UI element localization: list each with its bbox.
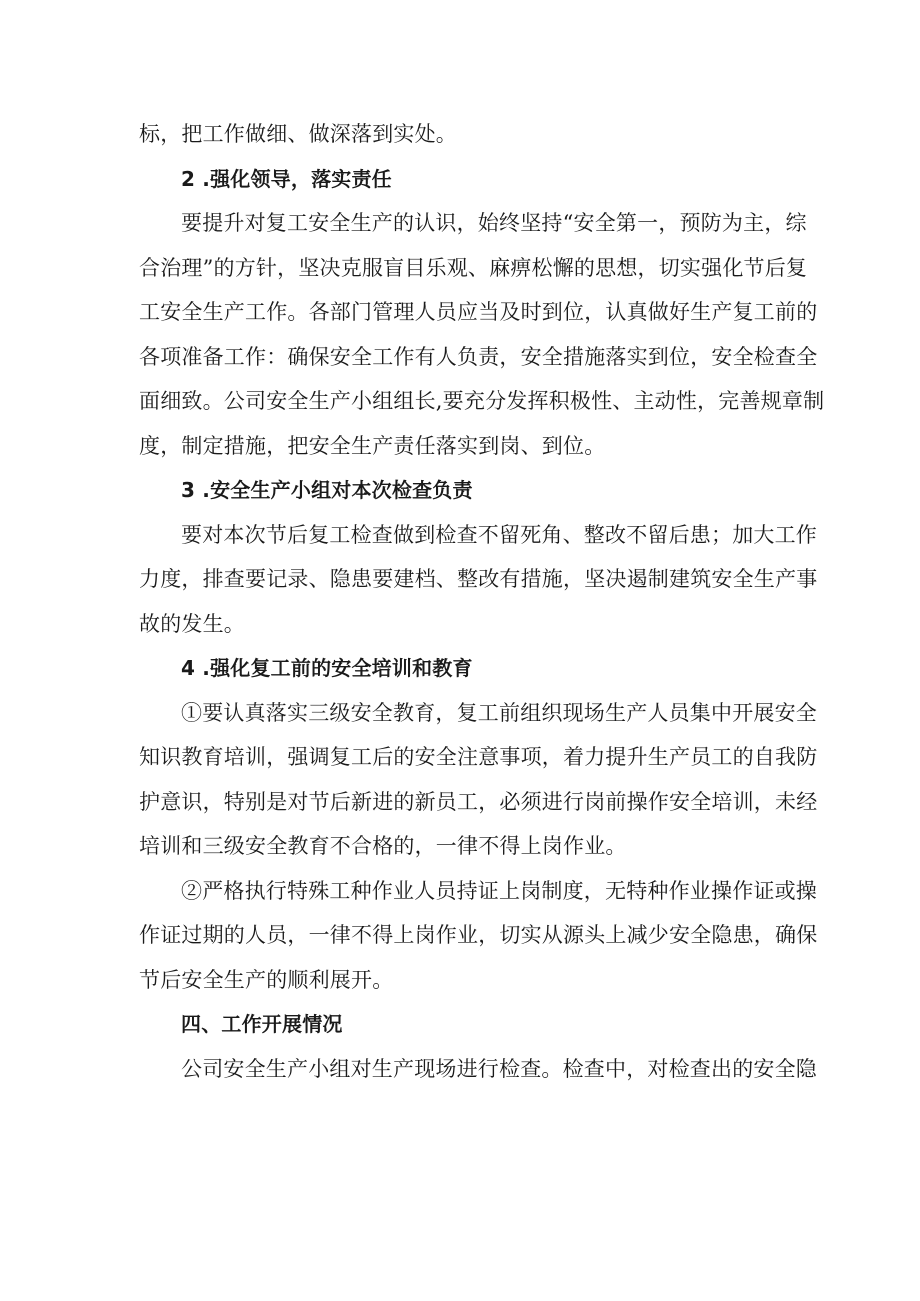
paragraph-line: 面细致。公司安全生产小组组长,要充分发挥积极性、主动性，完善规章制 [139, 389, 825, 413]
paragraph-line: 故的发生。 [139, 611, 245, 636]
paragraph-line: 要对本次节后复工检查做到检查不留死角、整改不留后患；加大工作 [181, 522, 817, 547]
paragraph-line: 力度，排查要记录、隐患要建档、整改有措施，坚决遏制建筑安全生产事 [139, 567, 818, 591]
section-heading-2: 2 .强化领导，落实责任 [181, 166, 392, 191]
paragraph-line: 培训和三级安全教育不合格的，一律不得上岗作业。 [139, 834, 627, 858]
paragraph-line: 度，制定措施，把安全生产责任落实到岗、到位。 [139, 433, 606, 458]
section-heading-4: 4 .强化复工前的安全培训和教育 [181, 656, 473, 680]
paragraph-line: ②严格执行特殊工种作业人员持证上岗制度，无特种作业操作证或操 [181, 878, 817, 903]
paragraph-line: 各项准备工作：确保安全工作有人负责，安全措施落实到位，安全检查全 [139, 344, 818, 369]
section-heading-four: 四、工作开展情况 [181, 1012, 343, 1036]
paragraph-line: 公司安全生产小组对生产现场进行检查。检查中，对检查出的安全隐 [181, 1056, 817, 1081]
paragraph-line: 工安全生产工作。各部门管理人员应当及时到位，认真做好生产复工前的 [139, 300, 818, 324]
paragraph-line: 合治理”的方针，坚决克服盲目乐观、麻痹松懈的思想，切实强化节后复 [139, 255, 808, 280]
section-heading-3: 3 .安全生产小组对本次检查负责 [181, 478, 473, 502]
paragraph-line: ①要认真落实三级安全教育，复工前组织现场生产人员集中开展安全 [181, 700, 817, 725]
paragraph-line: 作证过期的人员，一律不得上岗作业，切实从源头上减少安全隐患，确保 [139, 923, 818, 947]
document-body [139, 112, 825, 1091]
paragraph-line: 要提升对复工安全生产的认识，始终坚持“安全第一，预防为主，综 [181, 211, 807, 235]
paragraph-line: 知识教育培训，强调复工后的安全注意事项，着力提升生产员工的自我防 [139, 745, 818, 769]
paragraph-line: 节后安全生产的顺利展开。 [139, 967, 394, 992]
paragraph-line: 护意识，特别是对节后新进的新员工，必须进行岗前操作安全培训，未经 [139, 789, 818, 814]
paragraph-line: 标，把工作做细、做深落到实处。 [139, 122, 457, 146]
